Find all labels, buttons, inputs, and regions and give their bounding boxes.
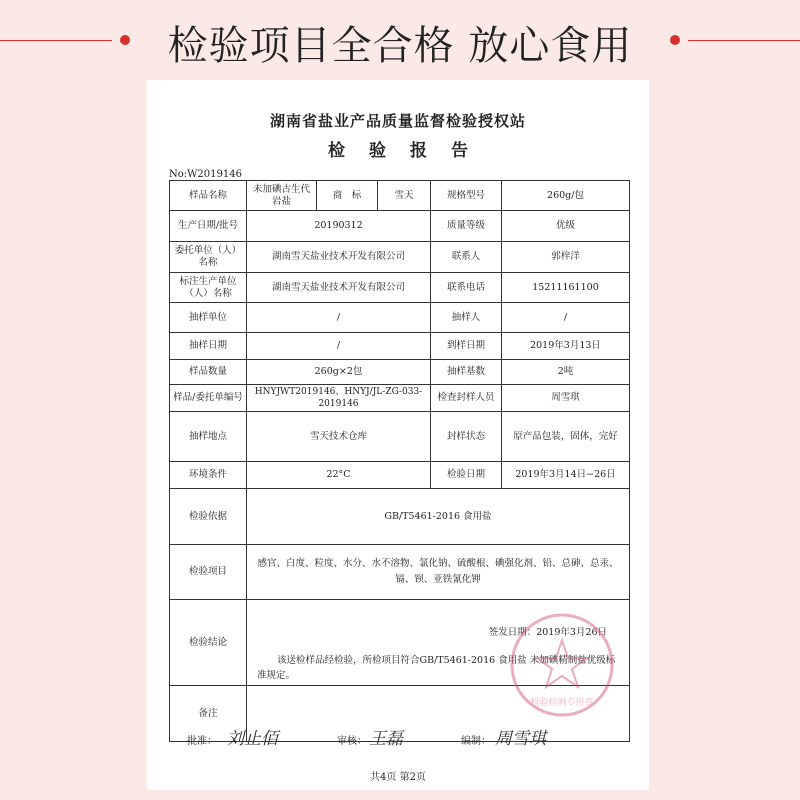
banner-right-dot	[670, 35, 680, 45]
conclusion-cell	[247, 600, 630, 686]
cell-label: 抽样日期	[170, 333, 247, 360]
cell-label: 检验项目	[170, 545, 247, 600]
organization-title: 湖南省盐业产品质量监督检验授权站	[269, 112, 526, 130]
remarks-value	[247, 686, 630, 742]
cell-value: 2019年3月13日	[502, 333, 630, 360]
cell-label: 备注	[170, 686, 247, 742]
cell-label: 样品/委托单编号	[170, 385, 247, 412]
conclusion-text: 该送检样品经检验，所检项目符合GB/T5461-2016 食用盐 未加碘精制盐优级标准规定。	[257, 654, 616, 681]
inspection-report-document	[147, 80, 649, 790]
cell-value: /	[247, 333, 431, 360]
cell-label: 质量等级	[431, 211, 502, 242]
cell-value: 2吨	[502, 360, 630, 385]
cell-value: HNYJWT2019146、HNYJ/JL-ZG-033-2019146	[247, 385, 431, 412]
cell-label: 检验结论	[170, 600, 247, 686]
approve-signature: 刘止佰	[227, 729, 278, 749]
banner-right-line	[688, 40, 800, 41]
cell-label: 联系电话	[431, 273, 502, 303]
issue-date: 签发日期：2019年3月26日	[488, 626, 607, 638]
cell-label: 样品数量	[170, 360, 247, 385]
cell-value: 未加碘古生代岩盐	[247, 181, 317, 211]
cell-label: 委托单位（人）名称	[170, 242, 247, 273]
report-number: No:W2019146	[169, 169, 242, 180]
cell-label: 联系人	[431, 242, 502, 273]
cell-label: 样品名称	[170, 181, 247, 211]
cell-value: 2019年3月14日−26日	[502, 462, 630, 489]
review-label: 审核：	[337, 736, 367, 747]
approve-label: 批准：	[187, 736, 217, 747]
compile-label: 编制：	[461, 736, 491, 747]
cell-value: 雪天技术仓库	[247, 412, 431, 462]
cell-label: 生产日期/批号	[170, 211, 247, 242]
report-table	[169, 180, 630, 742]
cell-label: 封样状态	[431, 412, 502, 462]
top-banner	[0, 0, 800, 80]
cell-value: 260g/包	[502, 181, 630, 211]
cell-label: 抽样基数	[431, 360, 502, 385]
cell-label: 到样日期	[431, 333, 502, 360]
cell-value: 湖南雪天盐业技术开发有限公司	[247, 242, 431, 273]
cell-value: 湖南雪天盐业技术开发有限公司	[247, 273, 431, 303]
cell-label: 标注生产单位（人）名称	[170, 273, 247, 303]
cell-value: 22°C	[247, 462, 431, 489]
cell-value: /	[502, 303, 630, 333]
cell-label: 检查封样人员	[431, 385, 502, 412]
report-title: 检验报告	[328, 141, 492, 161]
review-signature: 王磊	[369, 729, 403, 749]
compile-signature: 周雪琪	[495, 729, 546, 749]
cell-label: 抽样单位	[170, 303, 247, 333]
cell-value: 优级	[502, 211, 630, 242]
cell-value: GB/T5461-2016 食用盐	[247, 489, 630, 545]
cell-value: 郭梓洋	[502, 242, 630, 273]
page-number: 共4页 第2页	[370, 772, 426, 783]
cell-value: 感官、白度、粒度、水分、水不溶物、氯化钠、硫酸根、碘强化剂、铅、总砷、总汞、镉、钡、亚铁氰化钾	[247, 545, 630, 600]
cell-label: 商 标	[317, 181, 378, 211]
cell-value: /	[247, 303, 431, 333]
stamp-text: 检验检测专用章	[530, 698, 594, 708]
cell-value: 20190312	[247, 211, 431, 242]
cell-label: 环境条件	[170, 462, 247, 489]
cell-label: 规格型号	[431, 181, 502, 211]
cell-label: 抽样人	[431, 303, 502, 333]
banner-title: 检验项目全合格 放心食用	[167, 23, 633, 69]
cell-value: 雪天	[378, 181, 431, 211]
cell-value: 周雪琪	[502, 385, 630, 412]
cell-label: 抽样地点	[170, 412, 247, 462]
cell-value: 260g×2包	[247, 360, 431, 385]
cell-label: 检验日期	[431, 462, 502, 489]
cell-value: 原产品包装，固体，完好	[502, 412, 630, 462]
cell-value: 15211161100	[502, 273, 630, 303]
cell-label: 检验依据	[170, 489, 247, 545]
